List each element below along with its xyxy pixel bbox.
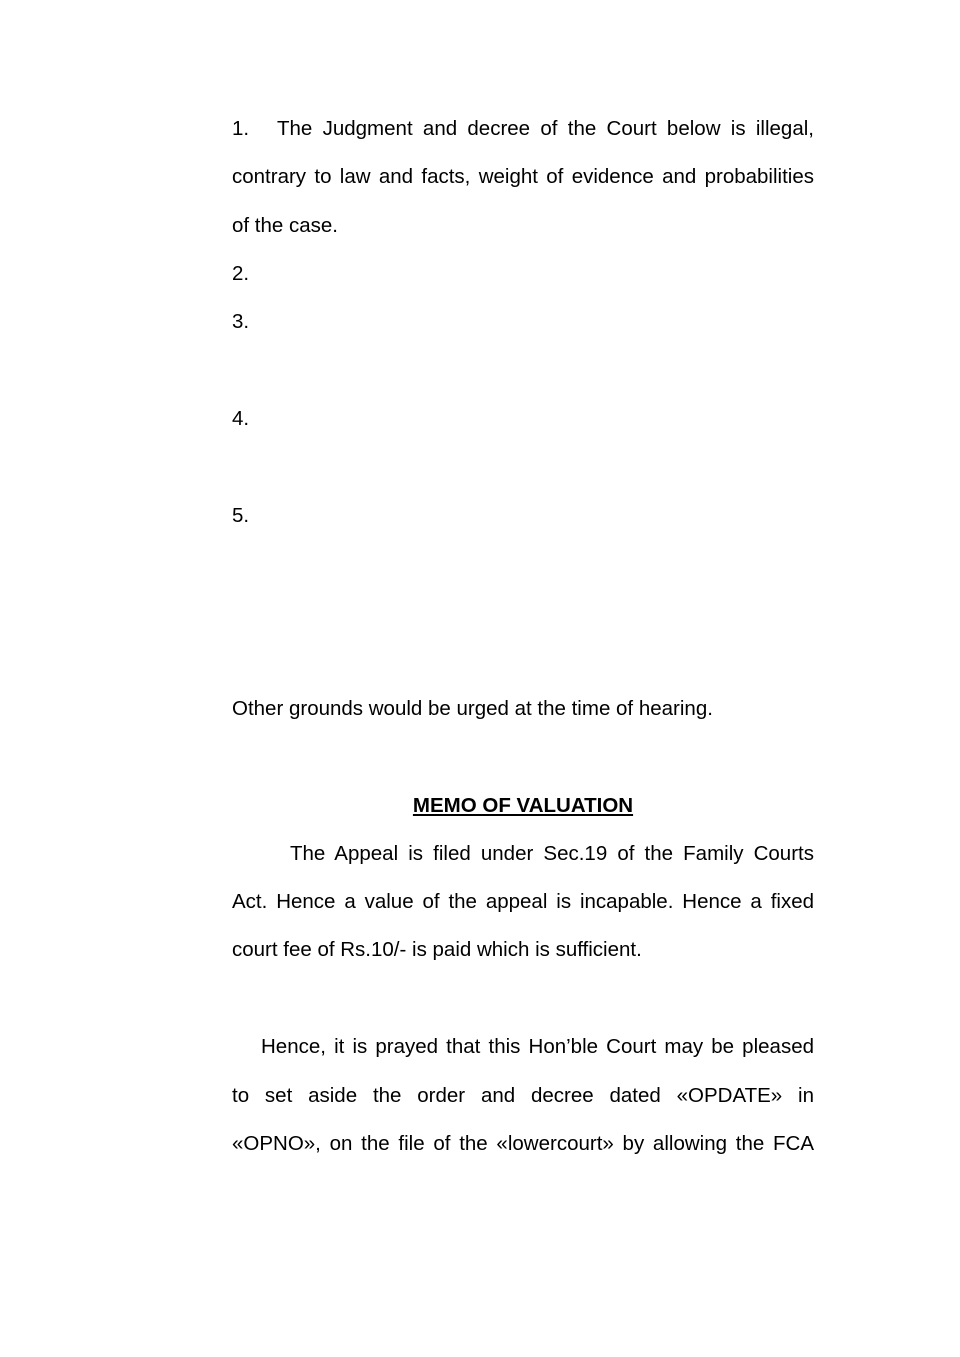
ground-3-number: 3. (232, 310, 250, 333)
ground-4-number: 4. (232, 407, 250, 430)
memo-line-1: The Appeal is filed under Sec.19 of the Family Courts (290, 842, 814, 865)
other-grounds-text: Other grounds would be urged at the time of hearing. (232, 697, 713, 720)
ground-1-line-2: contrary to law and facts, weight of evidence and probabilities (232, 165, 814, 188)
memo-line-3: court fee of Rs.10/- is paid which is sufficient. (232, 938, 642, 961)
ground-1-text-1: The Judgment and decree of the Court below is illegal, (277, 117, 814, 140)
ground-2-number: 2. (232, 262, 250, 285)
ground-5-number: 5. (232, 504, 250, 527)
prayer-line-1: Hence, it is prayed that this Hon’ble Court may be pleased (261, 1035, 814, 1058)
memo-heading-row (232, 791, 814, 839)
prayer-line-2: to set aside the order and decree dated «OPDATE» in (232, 1084, 814, 1107)
prayer-line-3: «OPNO», on the file of the «lowercourt» by allowing the FCA (232, 1132, 814, 1155)
ground-1-line-1 (232, 114, 814, 162)
memo-heading: MEMO OF VALUATION (412, 794, 634, 817)
memo-line-2: Act. Hence a value of the appeal is incapable. Hence a fixed (232, 890, 814, 913)
ground-1-number: 1. (232, 117, 250, 140)
ground-1-line-3: of the case. (232, 214, 338, 237)
